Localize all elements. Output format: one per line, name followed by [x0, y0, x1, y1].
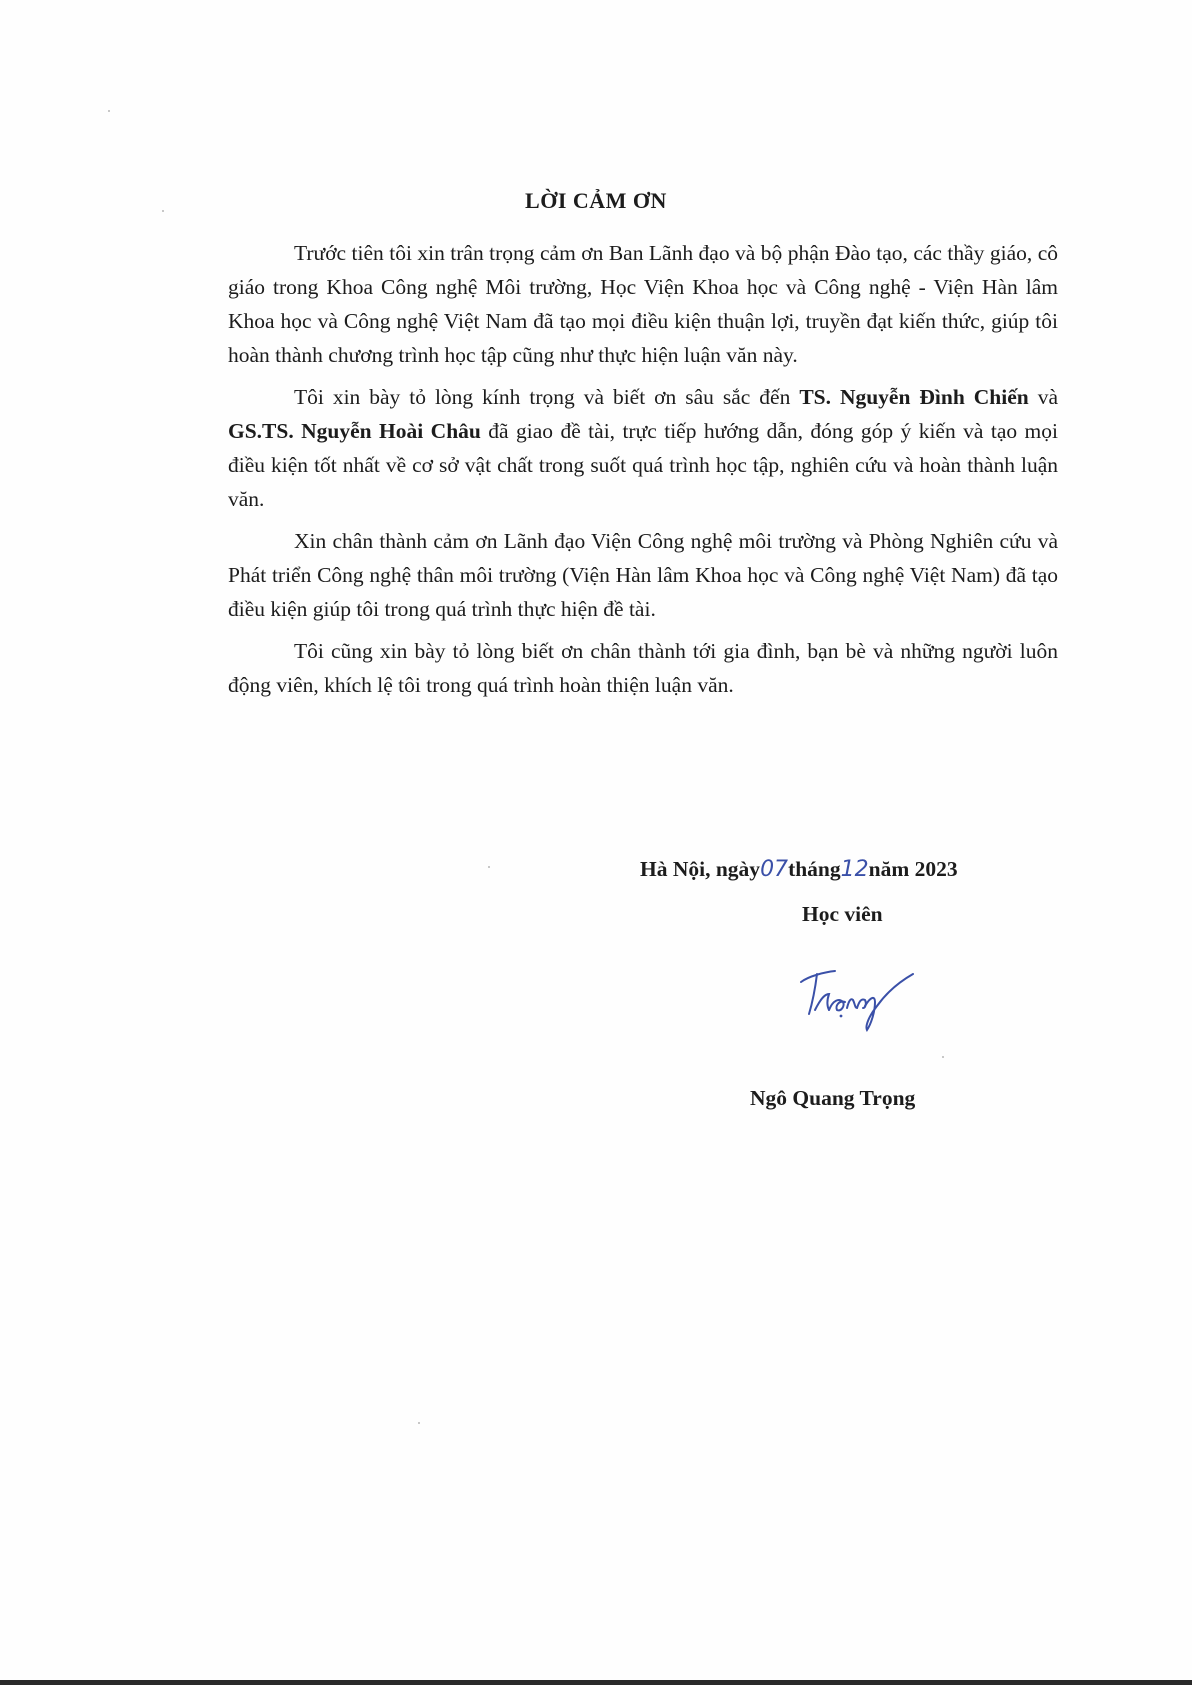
paragraph-3-text: Xin chân thành cảm ơn Lãnh đạo Viện Công nghệ môi trường và Phòng Nghiên cứu và Phát triển Công nghệ thân môi trường (Viện Hàn lâm Khoa học và Công nghệ Việt Nam) đã tạo điều kiện giúp tôi trong quá trình thực hiện đề tài. — [228, 529, 1058, 621]
supervisor-name-1: TS. Nguyễn Đình Chiến — [799, 385, 1029, 409]
handwritten-day: 07 — [760, 857, 789, 882]
scan-speck — [488, 866, 490, 868]
year-text: năm 2023 — [868, 857, 958, 881]
signer-role: Học viên — [802, 902, 883, 926]
signature-drawing — [795, 960, 925, 1040]
scan-speck — [942, 1056, 944, 1058]
paragraph-1-text: Trước tiên tôi xin trân trọng cảm ơn Ban Lãnh đạo và bộ phận Đào tạo, các thầy giáo, cô giáo trong Khoa Công nghệ Môi trường, Học Viện Khoa học và Công nghệ - Viện Hàn lâm Khoa học và Công nghệ Việt Nam đã tạo mọi điều kiện thuận lợi, truyền đạt kiến thức, giúp tôi hoàn thành chương trình học tập cũng như thực hiện luận văn này. — [228, 241, 1058, 367]
place-date-line — [640, 857, 1040, 882]
paragraph-4 — [228, 634, 1058, 702]
handwritten-signature — [795, 960, 925, 1040]
paragraph-2-text-a: Tôi xin bày tỏ lòng kính trọng và biết ơn sâu sắc đến — [294, 385, 800, 409]
paragraph-3 — [228, 524, 1058, 626]
scan-speck — [162, 210, 164, 212]
signer-name: Ngô Quang Trọng — [750, 1086, 916, 1110]
paragraph-2 — [228, 380, 1058, 516]
place-prefix: Hà Nội, ngày — [640, 857, 761, 881]
document-title: LỜI CẢM ƠN — [525, 188, 667, 213]
paragraph-2-text-b: và — [1028, 385, 1059, 409]
handwritten-month: 12 — [840, 857, 869, 882]
month-label: tháng — [788, 857, 841, 881]
scan-speck — [418, 1422, 420, 1424]
paragraph-4-text: Tôi cũng xin bày tỏ lòng biết ơn chân thành tới gia đình, bạn bè và những người luôn động viên, khích lệ tôi trong quá trình hoàn thiện luận văn. — [228, 639, 1058, 697]
scan-bottom-edge — [0, 1680, 1192, 1685]
scan-speck — [108, 110, 110, 112]
paragraph-2-text-c: đã giao đề tài, trực tiếp hướng dẫn, đóng góp ý kiến và tạo mọi điều kiện tốt nhất về cơ sở vật chất trong suốt quá trình học tập, nghiên cứu và hoàn thành luận văn. — [228, 419, 1058, 511]
body-text — [228, 236, 1058, 710]
paragraph-1 — [228, 236, 1058, 372]
supervisor-name-2: GS.TS. Nguyễn Hoài Châu — [228, 419, 481, 443]
